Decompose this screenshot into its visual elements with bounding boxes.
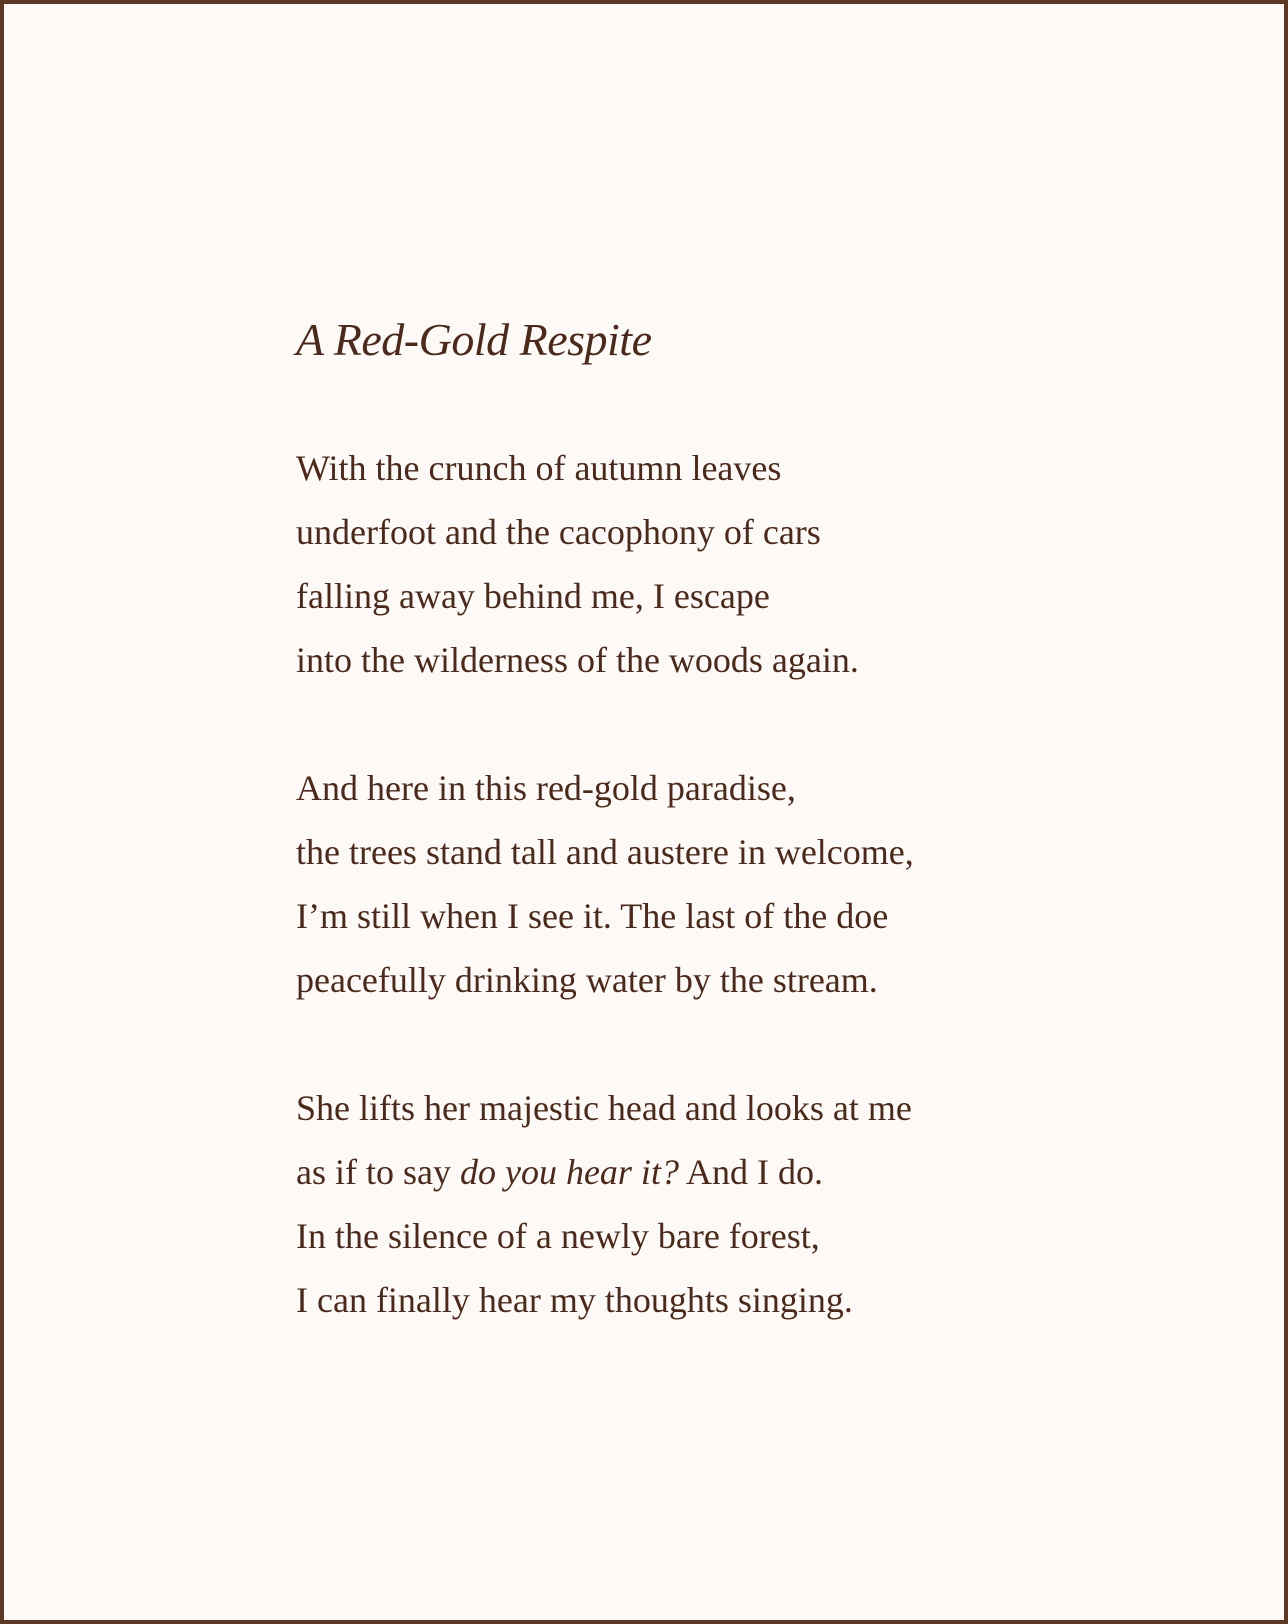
poem-line: And here in this red-gold paradise, (296, 768, 796, 808)
poem-line: I’m still when I see it. The last of the doe (296, 896, 889, 936)
poem-line: falling away behind me, I escape (296, 576, 770, 616)
poem-title: A Red-Gold Respite (296, 314, 652, 365)
poem-line: the trees stand tall and austere in welcome, (296, 832, 914, 872)
poem-line: In the silence of a newly bare forest, (296, 1216, 820, 1256)
poem-line: peacefully drinking water by the stream. (296, 960, 878, 1000)
poem (296, 304, 1196, 1332)
line-text-after: And I do. (678, 1152, 823, 1192)
poem-line: underfoot and the cacophony of cars (296, 512, 821, 552)
poem-line: With the crunch of autumn leaves (296, 448, 782, 488)
poem-line: into the wilderness of the woods again. (296, 640, 859, 680)
poem-line-with-italic (296, 1140, 1196, 1204)
line-text-before: as if to say (296, 1152, 460, 1192)
italic-phrase: do you hear it? (459, 1152, 679, 1192)
stanza-3 (296, 1076, 1196, 1332)
stanza-1 (296, 436, 1196, 692)
stanza-2 (296, 756, 1196, 1012)
poem-line: I can finally hear my thoughts singing. (296, 1280, 853, 1320)
poem-line: She lifts her majestic head and looks at me (296, 1088, 912, 1128)
